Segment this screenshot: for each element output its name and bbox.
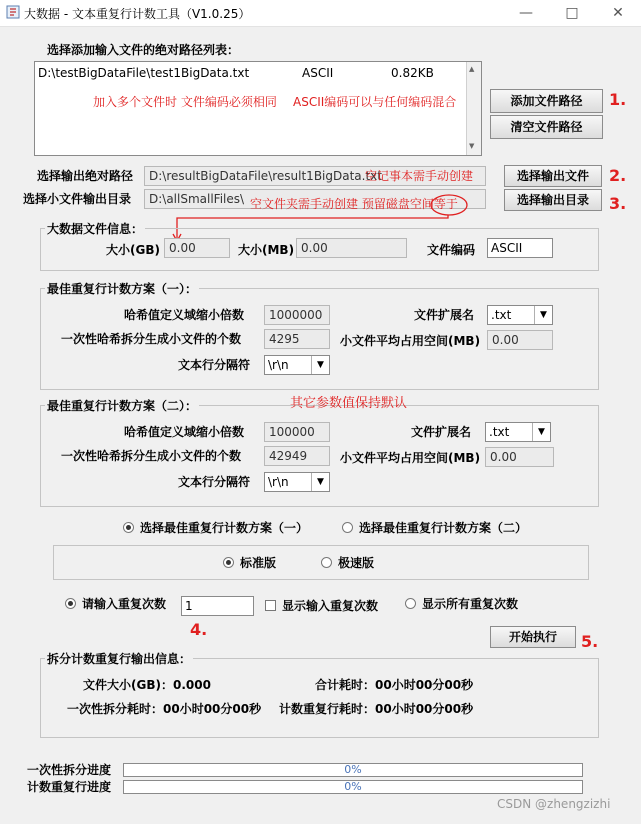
input-files-label: 选择添加输入文件的绝对路径列表： [47,43,240,57]
encoding-note-right: ASCII编码可以与任何编码混合 [293,95,457,109]
list-item-size: 0.82KB [391,66,434,80]
scheme2-count-value: 42949 [269,449,308,463]
size-mb-field [296,238,407,258]
scheme2-avg-label: 小文件平均占用空间(MB) [340,451,481,465]
file-encoding-label: 文件编码 [427,243,476,257]
scheme2-note: 其它参数值保持默认 [290,396,408,411]
scheme1-ext-label: 文件扩展名 [414,308,475,322]
scheme1-avg-value: 0.00 [492,333,519,347]
standard-edition-radio[interactable] [223,557,234,568]
standard-edition-label[interactable]: 标准版 [240,556,277,570]
output-path-label: 选择输出绝对路径 [37,169,134,183]
scheme1-hash-field [264,305,330,325]
small-files-dir-value: D:\allSmallFiles\ [149,192,245,206]
scheme2-radio-label[interactable]: 选择最佳重复行计数方案（二） [359,521,528,535]
output-path-note: 空记事本需手动创建 [365,169,474,183]
split-progress-label: 一次性拆分进度 [27,763,112,777]
title-bar [0,0,641,27]
scheme1-avg-label: 小文件平均占用空间(MB) [340,334,481,348]
scheme1-sep-label: 文本行分隔符 [178,358,251,372]
scheme2-radio[interactable] [342,522,353,533]
scroll-up-icon[interactable]: ▲ [469,65,475,73]
minimize-icon[interactable]: — [519,5,533,21]
show-all-repeat-label[interactable]: 显示所有重复次数 [422,597,519,611]
scheme1-ext-value: .txt [491,308,512,322]
clear-file-path-button[interactable]: 清空文件路径 [490,115,603,139]
count-time-info: 计数重复行耗时：00小时00分00秒 [279,702,474,716]
window-title: 大数据 - 文本重复行计数工具（V1.0.25） [24,7,251,21]
chevron-down-icon[interactable]: ▼ [534,306,552,324]
step-5-annotation: 5. [581,632,599,651]
scheme1-count-value: 4295 [269,332,300,346]
scheme2-avg-value: 0.00 [490,450,517,464]
chevron-down-icon[interactable]: ▼ [532,423,550,441]
size-gb-label: 大小(GB) [106,243,160,257]
step-2-annotation: 2. [609,166,627,185]
scroll-down-icon[interactable]: ▼ [469,142,475,150]
app-icon [6,5,20,19]
size-gb-value: 0.00 [169,241,196,255]
select-output-file-button[interactable]: 选择输出文件 [504,165,602,187]
input-file-list[interactable] [34,61,482,156]
scheme1-count-label: 一次性哈希拆分生成小文件的个数 [61,332,242,346]
step-3-annotation: 3. [609,194,627,213]
fast-edition-radio[interactable] [321,557,332,568]
file-encoding-value: ASCII [491,241,523,255]
size-gb-field [164,238,230,258]
scheme1-radio-label[interactable]: 选择最佳重复行计数方案（一） [140,521,309,535]
scheme2-hash-field [264,422,330,442]
scheme2-ext-value: .txt [489,425,510,439]
fast-edition-label[interactable]: 极速版 [338,556,375,570]
scheme1-count-field [264,329,330,349]
list-item-path[interactable]: D:\testBigDataFile\test1BigData.txt [38,66,250,80]
scheme2-sep-select[interactable] [264,472,330,492]
scheme1-sep-select[interactable] [264,355,330,375]
add-file-path-button[interactable]: 添加文件路径 [490,89,603,113]
scheme1-ext-select[interactable] [487,305,553,325]
scheme2-sep-label: 文本行分隔符 [178,475,251,489]
count-progress-label: 计数重复行进度 [27,780,112,794]
list-scrollbar[interactable] [466,62,481,155]
size-mb-value: 0.00 [301,241,328,255]
repeat-count-value: 1 [185,599,193,613]
scheme2-count-field [264,446,330,466]
scheme2-count-label: 一次性哈希拆分生成小文件的个数 [61,449,242,463]
scheme2-title: 最佳重复行计数方案（二）： [47,399,198,413]
repeat-count-radio[interactable] [65,598,76,609]
scheme2-sep-value: \r\n [268,475,289,489]
small-files-dir-note: 空文件夹需手动创建 预留磁盘空间等于 [250,197,458,211]
output-path-value: D:\resultBigDataFile\result1BigData.txt [149,169,382,183]
show-input-repeat-label[interactable]: 显示输入重复次数 [282,599,379,613]
split-progress-bar [123,763,583,777]
scheme1-avg-field [487,330,553,350]
repeat-count-input[interactable] [181,596,254,616]
scheme1-title: 最佳重复行计数方案（一）： [47,282,198,296]
count-progress-text: 0% [344,780,362,793]
file-size-info: 文件大小(GB)：0.000 [83,678,211,692]
file-encoding-field[interactable] [487,238,553,258]
step-4-annotation: 4. [190,620,208,639]
chevron-down-icon[interactable]: ▼ [311,356,329,374]
encoding-note-left: 加入多个文件时 文件编码必须相同 [93,95,277,109]
size-mb-label: 大小(MB) [238,243,295,257]
show-input-repeat-checkbox[interactable] [265,600,276,611]
output-info-group [40,658,599,738]
scheme2-hash-value: 100000 [269,425,315,439]
scheme2-ext-label: 文件扩展名 [411,425,472,439]
total-time-info: 合计耗时：00小时00分00秒 [315,678,474,692]
scheme1-hash-label: 哈希值定义域缩小倍数 [124,308,245,322]
step-1-annotation: 1. [609,90,627,109]
list-item-encoding: ASCII [302,66,334,80]
scheme2-avg-field [485,447,554,467]
maximize-icon[interactable]: □ [565,5,579,21]
output-info-title: 拆分计数重复行输出信息： [47,652,192,666]
close-icon[interactable]: ✕ [612,5,624,21]
scheme1-sep-value: \r\n [268,358,289,372]
small-files-dir-label: 选择小文件输出目录 [23,192,132,206]
split-time-info: 一次性拆分耗时：00小时00分00秒 [67,702,262,716]
start-button[interactable]: 开始执行 [490,626,576,648]
bigdata-info-title: 大数据文件信息： [47,222,144,236]
scheme1-radio[interactable] [123,522,134,533]
count-progress-bar [123,780,583,794]
watermark: CSDN @zhengzizhi [497,797,611,811]
repeat-count-label[interactable]: 请输入重复次数 [82,597,167,611]
chevron-down-icon[interactable]: ▼ [311,473,329,491]
scheme2-ext-select[interactable] [485,422,551,442]
split-progress-text: 0% [344,763,362,776]
select-output-dir-button[interactable]: 选择输出目录 [504,189,602,211]
scheme1-hash-value: 1000000 [269,308,323,322]
show-all-repeat-radio[interactable] [405,598,416,609]
scheme2-hash-label: 哈希值定义域缩小倍数 [124,425,245,439]
